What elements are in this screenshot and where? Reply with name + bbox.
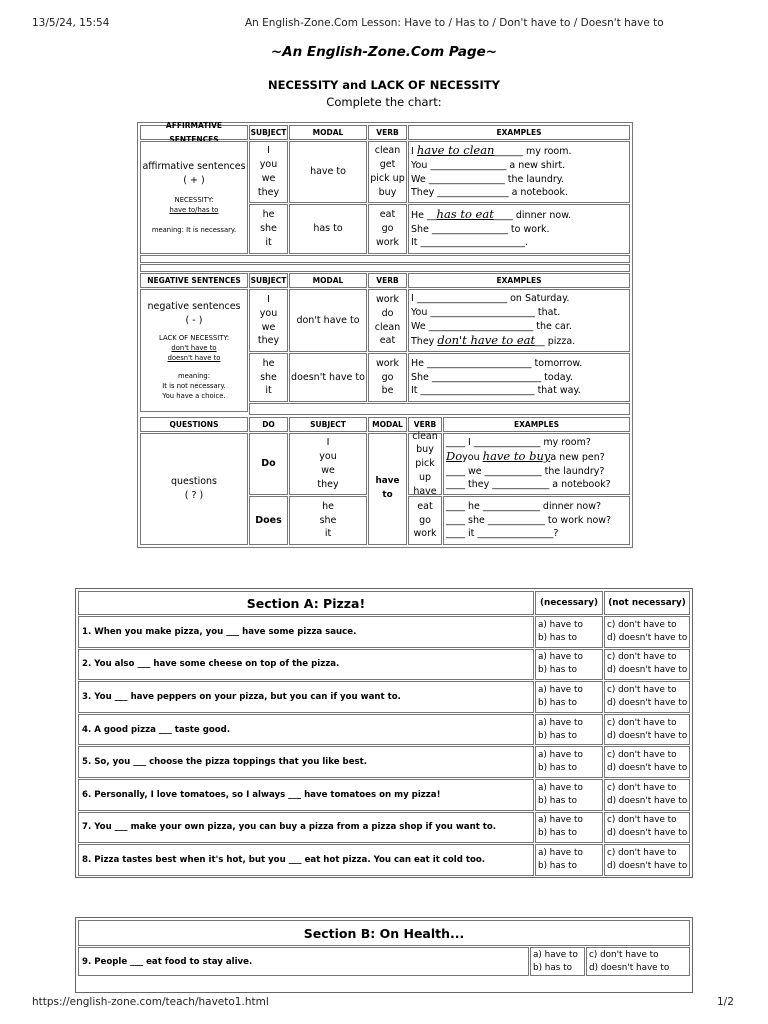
subject: it	[265, 385, 272, 397]
answer-option[interactable]: b) has to	[538, 697, 577, 708]
header-do: DO	[249, 417, 288, 432]
verb: work	[376, 236, 399, 248]
subject-cell	[249, 289, 288, 352]
verb: be	[381, 385, 394, 397]
modal: don't have to	[296, 314, 360, 326]
print-page-number: 1/2	[717, 996, 734, 1008]
answer-option[interactable]: b) has to	[538, 632, 577, 643]
verb: clean	[374, 321, 401, 333]
verb: have	[413, 485, 437, 497]
examples-cell	[408, 289, 630, 352]
modal-cell	[289, 289, 367, 352]
instruction: Complete the chart:	[326, 95, 442, 109]
example-line: ____ it ________________?	[446, 528, 559, 540]
verb: eat	[379, 335, 396, 347]
examples-cell	[408, 141, 630, 203]
answer-option[interactable]: b) has to	[538, 730, 577, 741]
subject: we	[321, 465, 335, 476]
necessity-title: NECESSITY:	[174, 196, 214, 205]
lack-meaning: meaning:	[177, 372, 211, 381]
question-text: 1. When you make pizza, you ___ have some pizza sauce.	[78, 616, 534, 648]
example-text: pizza.	[547, 335, 576, 347]
subject-cell	[249, 204, 288, 254]
subject-cell	[289, 496, 367, 545]
question-text: 7. You ___ make your own pizza, you can buy a pizza from a pizza shop if you want to.	[78, 812, 534, 844]
header-subject: SUBJECT	[249, 125, 288, 140]
not-necessary-options	[586, 947, 690, 976]
example-line: It ______________________.	[411, 237, 529, 249]
handwritten-answer: have to clean	[416, 142, 495, 157]
answer-option[interactable]: a) have to	[533, 949, 578, 960]
print-url: https://english-zone.com/teach/haveto1.html	[32, 996, 269, 1008]
answer-option[interactable]: d) doesn't have to	[607, 795, 688, 806]
answer-option[interactable]: d) doesn't have to	[607, 860, 688, 871]
subject: I	[326, 437, 330, 449]
verb: clean	[374, 145, 401, 157]
lesson-title: NECESSITY and LACK OF NECESSITY	[268, 78, 500, 92]
answer-option[interactable]: b) has to	[538, 860, 577, 871]
answer-option[interactable]: c) don't have to	[607, 782, 677, 793]
modal-cell	[289, 141, 367, 203]
questions-label-cell	[140, 433, 248, 545]
answer-option[interactable]: c) don't have to	[607, 750, 677, 761]
necessary-options	[535, 649, 603, 681]
answer-option[interactable]: a) have to	[538, 750, 583, 761]
not-necessary-options	[604, 779, 690, 811]
answer-option[interactable]: a) have to	[538, 847, 583, 858]
verb: buy	[378, 186, 397, 198]
handwritten-answer: don't have to eat	[437, 332, 536, 347]
modal: has to	[313, 223, 343, 235]
verb: pick up	[370, 173, 405, 184]
question-text: 2. You also ___ have some cheese on top of the pizza.	[78, 649, 534, 681]
verb: clean	[412, 430, 438, 442]
verb-cell	[408, 430, 442, 497]
example-text: dinner now.	[515, 209, 572, 221]
example-text: a new pen?	[550, 451, 605, 463]
example-line: You ________________ a new shirt.	[411, 159, 566, 171]
necessity-forms: have to/has to	[169, 206, 219, 215]
header-examples: EXAMPLES	[408, 273, 630, 288]
example-line: ____ he ____________ dinner now?	[446, 500, 602, 512]
question-text: 6. Personally, I love tomatoes, so I always ___ have tomatoes on my pizza!	[78, 779, 534, 811]
verb: buy	[416, 444, 434, 456]
examples-cell	[443, 433, 630, 495]
answer-option[interactable]: a) have to	[538, 652, 583, 663]
necessary-options	[535, 779, 603, 811]
header-subject: SUBJECT	[289, 417, 367, 432]
not-necessary-options	[604, 844, 690, 876]
subject: he	[262, 357, 275, 369]
header-modal: MODAL	[289, 125, 367, 140]
example-line: You ______________________ that.	[411, 307, 561, 319]
subject: she	[260, 223, 277, 235]
divider-strip	[249, 403, 630, 415]
verb-cell	[368, 141, 407, 203]
subject: they	[257, 186, 280, 198]
subject: they	[317, 478, 339, 490]
answer-option[interactable]: d) doesn't have to	[607, 697, 688, 708]
verb: go	[381, 371, 394, 383]
answer-option[interactable]: c) don't have to	[607, 717, 677, 728]
example-line: We ______________________ the car.	[411, 321, 572, 332]
not-necessary-options	[604, 746, 690, 778]
example-line: He ______________________ tomorrow.	[411, 357, 583, 369]
do-cell	[249, 496, 288, 545]
section-b-table	[75, 917, 693, 993]
question-text: 5. So, you ___ choose the pizza toppings that you like best.	[78, 746, 534, 778]
necessary-options	[535, 812, 603, 844]
not-necessary-options	[604, 812, 690, 844]
header-negative: NEGATIVE SENTENCES	[140, 273, 248, 288]
modal: have to	[310, 166, 346, 178]
examples-cell	[408, 353, 630, 402]
answer-option[interactable]: b) has to	[533, 962, 572, 973]
grammar-chart	[137, 122, 633, 548]
examples-cell	[443, 496, 630, 545]
affirmative-label-cell	[140, 141, 248, 254]
example-text: He	[411, 209, 424, 221]
subject: they	[257, 335, 280, 347]
subject: we	[261, 321, 276, 333]
header-verb: VERB	[368, 273, 407, 288]
site-title: ~An English-Zone.Com Page~	[270, 44, 498, 60]
header-subject: SUBJECT	[249, 273, 288, 288]
subject: I	[267, 145, 270, 157]
affirmative-label: affirmative sentences	[142, 160, 246, 172]
necessary-options	[535, 746, 603, 778]
example-text: I	[411, 145, 414, 157]
section-a-table	[75, 588, 693, 878]
header-affirmative: AFFIRMATIVE SENTENCES	[140, 125, 248, 140]
example-line: ____ we ____________ the laundry?	[446, 465, 605, 477]
answer-option[interactable]: d) doesn't have to	[607, 763, 688, 774]
header-examples: EXAMPLES	[408, 125, 630, 140]
handwritten-answer: Do	[446, 448, 463, 463]
necessary-options	[535, 616, 603, 648]
do-cell	[249, 433, 288, 495]
verb: pick up	[415, 458, 435, 483]
header-verb: VERB	[408, 417, 442, 432]
answer-option[interactable]: b) has to	[538, 828, 577, 839]
lack-of-necessity-title: LACK OF NECESSITY:	[159, 334, 229, 343]
necessary-options	[535, 844, 603, 876]
answer-option[interactable]: d) doesn't have to	[589, 962, 670, 973]
header-modal: MODAL	[289, 273, 367, 288]
question-text: 3. You ___ have peppers on your pizza, but you can if you want to.	[78, 681, 534, 713]
header-verb: VERB	[368, 125, 407, 140]
example-line	[446, 450, 605, 465]
modal-cell	[289, 204, 367, 254]
verb-cell	[408, 496, 442, 545]
affirmative-sign: ( + )	[183, 174, 205, 186]
subject: you	[259, 159, 278, 171]
verb: get	[379, 159, 396, 171]
verb: work	[376, 293, 399, 305]
not-necessary-options	[604, 681, 690, 713]
verb-cell	[368, 289, 407, 352]
answer-option[interactable]: d) doesn't have to	[607, 665, 688, 676]
examples-cell	[408, 204, 630, 254]
answer-option[interactable]: a) have to	[538, 782, 583, 793]
header-questions: QUESTIONS	[140, 417, 248, 432]
verb: eat	[379, 209, 396, 221]
lack-meaning: It is not necessary.	[162, 382, 226, 391]
modal-cell	[289, 353, 367, 402]
example-line: They _______________ a notebook.	[411, 187, 569, 199]
answer-option[interactable]: d) doesn't have to	[607, 730, 688, 741]
necessity-meaning: meaning: It is necessary.	[151, 226, 237, 235]
modal-cell	[368, 433, 407, 545]
example-line: We ________________ the laundry.	[411, 173, 565, 185]
questions-sign: ( ? )	[184, 490, 204, 501]
verb: go	[381, 223, 394, 235]
answer-option[interactable]: a) have to	[538, 717, 583, 728]
section-a-title: Section A: Pizza!	[78, 591, 534, 615]
subject: she	[319, 514, 337, 526]
negative-label: negative sentences	[147, 300, 241, 312]
subject: I	[267, 293, 270, 305]
answer-option[interactable]: a) have to	[538, 619, 583, 630]
subject: he	[262, 209, 275, 221]
not-necessary-options	[604, 616, 690, 648]
print-timestamp: 13/5/24, 15:54	[32, 17, 110, 29]
example-line: They don't have to eat__ pizza.	[411, 332, 576, 347]
header-examples: EXAMPLES	[443, 417, 630, 432]
subject: it	[324, 528, 332, 540]
verb: eat	[417, 500, 433, 512]
answer-option[interactable]: a) have to	[538, 815, 583, 826]
answer-option[interactable]: a) have to	[538, 684, 583, 695]
question-text: 8. Pizza tastes best when it's hot, but you ___ eat hot pizza. You can eat it cold too.	[78, 844, 534, 876]
not-necessary-options	[604, 714, 690, 746]
example-text: my room.	[525, 145, 572, 157]
answer-option[interactable]: c) don't have to	[589, 949, 659, 960]
example-text: They	[411, 335, 435, 347]
subject: it	[265, 236, 272, 248]
example-line: He __has to eat____ dinner now.	[411, 206, 572, 221]
subject: we	[261, 173, 276, 184]
verb: do	[381, 307, 394, 319]
necessary-options	[535, 681, 603, 713]
lack-meaning: You have a choice.	[162, 392, 226, 401]
column-necessary: (necessary)	[535, 591, 603, 615]
answer-option[interactable]: d) doesn't have to	[607, 632, 688, 643]
subject-cell	[289, 433, 367, 495]
negative-sign: ( - )	[185, 314, 203, 326]
verb-cell	[368, 353, 407, 402]
example-text: you	[462, 451, 480, 463]
example-line: ____ I ______________ my room?	[446, 436, 591, 448]
negative-label-cell	[140, 289, 248, 412]
answer-option[interactable]: c) don't have to	[607, 619, 677, 630]
verb-cell	[368, 204, 407, 254]
subject: you	[259, 307, 278, 319]
answer-option[interactable]: c) don't have to	[607, 684, 677, 695]
verb: go	[419, 514, 431, 526]
answer-option[interactable]: b) has to	[538, 665, 577, 676]
subject-cell	[249, 353, 288, 402]
section-b-title: Section B: On Health...	[78, 920, 690, 946]
subject: you	[319, 451, 337, 463]
answer-option[interactable]: c) don't have to	[607, 652, 677, 663]
answer-option[interactable]: c) don't have to	[607, 815, 677, 826]
example-line: It ________________________ that way.	[411, 385, 581, 397]
handwritten-answer: has to eat	[436, 206, 494, 221]
verb: work	[413, 528, 437, 540]
verb: work	[376, 357, 399, 369]
divider-strip	[140, 255, 630, 263]
column-not-necessary: (not necessary)	[604, 591, 690, 615]
print-page-title: An English-Zone.Com Lesson: Have to / Has to / Don't have to / Doesn't have to	[245, 17, 664, 29]
not-necessary-options	[604, 649, 690, 681]
subject-cell	[249, 141, 288, 203]
subject: he	[322, 500, 334, 512]
divider-strip	[140, 264, 630, 272]
answer-option[interactable]: d) doesn't have to	[607, 828, 688, 839]
answer-option[interactable]: c) don't have to	[607, 847, 677, 858]
question-text: 9. People ___ eat food to stay alive.	[78, 947, 529, 976]
answer-option[interactable]: b) has to	[538, 763, 577, 774]
header-modal: MODAL	[368, 417, 407, 432]
questions-label: questions	[171, 476, 217, 488]
handwritten-answer: have to buy	[482, 448, 551, 463]
example-line: ____ she ____________ to work now?	[446, 514, 612, 526]
lack-form-1: don't have to	[171, 344, 217, 353]
example-line: I ___________________ on Saturday.	[411, 293, 570, 305]
answer-option[interactable]: b) has to	[538, 795, 577, 806]
modal: have to	[375, 476, 400, 500]
example-line: ____ they ____________ a notebook?	[446, 479, 611, 491]
modal: doesn't have to	[291, 371, 365, 383]
question-text: 4. A good pizza ___ taste good.	[78, 714, 534, 746]
example-line: I have to clean______ my room.	[411, 142, 572, 157]
necessary-options	[530, 947, 585, 976]
example-line: She _______________________ today.	[411, 371, 573, 383]
necessary-options	[535, 714, 603, 746]
example-line: She ________________ to work.	[411, 223, 550, 235]
subject: she	[260, 371, 277, 383]
lack-form-2: doesn't have to	[167, 354, 221, 363]
does-word: Does	[255, 514, 282, 526]
do-word: Do	[261, 458, 276, 470]
